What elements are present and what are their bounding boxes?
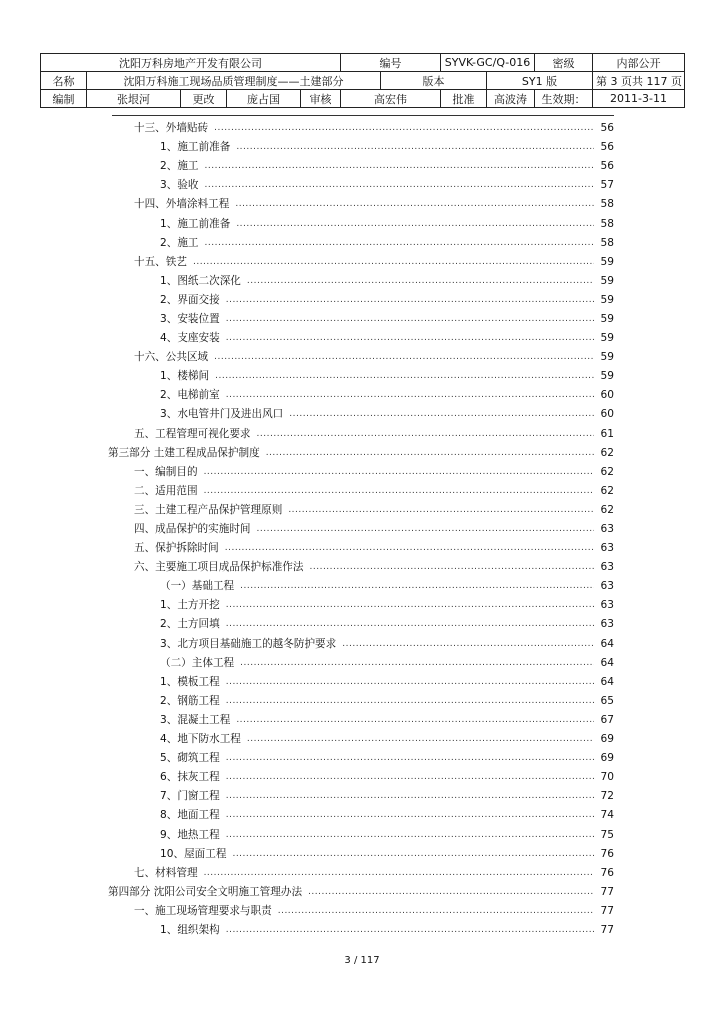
toc-entry-page: 70 [600,771,614,784]
toc-entry[interactable] [108,119,614,138]
toc-entry-title: 十四、外墙涂料工程 [134,198,230,211]
toc-leader-dots [193,253,594,272]
toc-entry-page: 56 [600,160,614,173]
toc-leader-dots [226,673,594,692]
toc-entry[interactable] [108,558,614,577]
toc-entry[interactable] [108,864,614,883]
toc-leader-dots [204,864,594,883]
toc-entry[interactable] [108,444,614,463]
toc-entry[interactable] [108,253,614,272]
effective-value: 2011-3-11 [593,90,685,108]
toc-leader-dots [204,482,594,501]
toc-entry-title: 三、土建工程产品保护管理原则 [134,503,283,516]
toc-leader-dots [226,291,594,310]
toc-entry[interactable] [108,520,614,539]
name-label: 名称 [41,72,87,90]
toc-entry-title: 6、抹灰工程 [160,771,220,784]
toc-entry[interactable] [108,711,614,730]
toc-entry-page: 77 [600,885,614,898]
toc-entry-title: 2、施工 [160,160,199,173]
author-value: 张垠河 [87,90,181,108]
toc-entry[interactable] [108,386,614,405]
toc-entry-page: 76 [600,866,614,879]
secret-value: 内部公开 [593,54,685,72]
toc-entry[interactable] [108,806,614,825]
toc-entry-page: 56 [600,122,614,135]
toc-entry-page: 64 [600,637,614,650]
change-label: 更改 [181,90,227,108]
toc-entry-title: 五、保护拆除时间 [134,542,219,555]
toc-entry-page: 58 [600,217,614,230]
toc-leader-dots [226,921,594,940]
document-header-table [40,53,685,108]
toc-entry[interactable] [108,883,614,902]
toc-entry-page: 75 [600,828,614,841]
toc-entry-title: 3、验收 [160,179,199,192]
toc-entry-page: 59 [600,312,614,325]
toc-leader-dots [205,234,594,253]
toc-entry-page: 63 [600,599,614,612]
toc-leader-dots [236,138,594,157]
toc-entry[interactable] [108,596,614,615]
page-info: 第 3 页共 117 页 [593,72,685,90]
version-value: SY1 版 [487,72,593,90]
toc-entry-title: 4、支座安装 [160,332,220,345]
toc-entry[interactable] [108,138,614,157]
toc-entry-page: 59 [600,255,614,268]
toc-entry-title: 3、混凝土工程 [160,713,231,726]
toc-entry[interactable] [108,176,614,195]
toc-entry-title: 第三部分 土建工程成品保护制度 [108,446,260,459]
toc-leader-dots [226,806,594,825]
toc-entry-title: 2、土方回填 [160,618,220,631]
toc-entry[interactable] [108,845,614,864]
toc-entry[interactable] [108,921,614,940]
toc-entry-page: 57 [600,179,614,192]
secret-label: 密级 [535,54,593,72]
toc-entry-title: 3、水电管井门及进出风口 [160,408,284,421]
toc-entry-title: 2、施工 [160,236,199,249]
toc-entry[interactable] [108,654,614,673]
toc-leader-dots [226,749,594,768]
toc-entry-title: （二）主体工程 [160,656,235,669]
code-label: 编号 [341,54,441,72]
toc-leader-dots [226,329,594,348]
toc-leader-dots [226,310,594,329]
toc-entry-page: 77 [600,904,614,917]
toc-entry-title: 9、地热工程 [160,828,220,841]
toc-entry-title: 8、地面工程 [160,809,220,822]
review-value: 高宏伟 [341,90,441,108]
toc-entry[interactable] [108,310,614,329]
toc-entry-title: 二、适用范围 [134,484,198,497]
toc-entry-title: 2、钢筋工程 [160,694,220,707]
toc-leader-dots [240,654,594,673]
approve-value: 高波涛 [487,90,535,108]
toc-entry-title: 7、门窗工程 [160,790,220,803]
toc-leader-dots [215,367,594,386]
toc-entry-page: 69 [600,733,614,746]
toc-entry-page: 63 [600,523,614,536]
toc-leader-dots [310,558,595,577]
toc-leader-dots [257,425,594,444]
toc-entry-title: 第四部分 沈阳公司安全文明施工管理办法 [108,885,303,898]
toc-entry-title: 一、编制目的 [134,465,198,478]
toc-leader-dots [289,405,594,424]
toc-leader-dots [226,787,594,806]
toc-entry[interactable] [108,214,614,233]
toc-entry-title: 5、砌筑工程 [160,752,220,765]
toc-entry-page: 67 [600,713,614,726]
toc-leader-dots [226,615,594,634]
toc-leader-dots [240,577,594,596]
toc-entry[interactable] [108,539,614,558]
toc-leader-dots [214,119,594,138]
toc-entry-title: 3、安装位置 [160,312,220,325]
toc-entry-title: 十六、公共区域 [134,351,209,364]
toc-entry-title: 一、施工现场管理要求与职责 [134,904,272,917]
toc-leader-dots [247,730,594,749]
toc-entry[interactable] [108,291,614,310]
toc-entry-title: 七、材料管理 [134,866,198,879]
toc-entry[interactable] [108,730,614,749]
toc-entry[interactable] [108,234,614,253]
approve-label: 批准 [441,90,487,108]
toc-entry-title: 五、工程管理可视化要求 [134,427,251,440]
toc-entry-page: 72 [600,790,614,803]
toc-entry-page: 62 [600,446,614,459]
toc-entry-title: 1、施工前准备 [160,141,231,154]
toc-entry-page: 61 [600,427,614,440]
toc-leader-dots [278,902,594,921]
toc-entry-page: 65 [600,694,614,707]
toc-leader-dots [226,826,594,845]
toc-entry-page: 59 [600,332,614,345]
toc-entry-title: 1、施工前准备 [160,217,231,230]
toc-entry[interactable] [108,348,614,367]
toc-entry[interactable] [108,787,614,806]
toc-entry-page: 59 [600,370,614,383]
toc-leader-dots [266,444,594,463]
toc-entry[interactable] [108,692,614,711]
toc-leader-dots [232,845,594,864]
toc-leader-dots [235,195,594,214]
toc-entry-page: 62 [600,484,614,497]
toc-leader-dots [257,520,594,539]
toc-entry-title: 1、模板工程 [160,675,220,688]
toc-leader-dots [226,768,594,787]
toc-entry-title: （一）基础工程 [160,580,235,593]
toc-leader-dots [247,272,594,291]
toc-leader-dots [205,176,594,195]
toc-entry-page: 62 [600,465,614,478]
header-divider [112,115,614,116]
toc-entry-title: 十三、外墙贴砖 [134,122,209,135]
table-of-contents [108,119,614,940]
toc-entry-page: 76 [600,847,614,860]
toc-entry-page: 63 [600,561,614,574]
version-label: 版本 [381,72,487,90]
toc-entry[interactable] [108,195,614,214]
toc-entry[interactable] [108,425,614,444]
toc-entry-title: 六、主要施工项目成品保护标准作法 [134,561,304,574]
toc-entry-page: 74 [600,809,614,822]
toc-entry[interactable] [108,157,614,176]
toc-leader-dots [308,883,594,902]
toc-entry[interactable] [108,482,614,501]
toc-leader-dots [236,711,594,730]
toc-entry-page: 56 [600,141,614,154]
toc-entry-page: 59 [600,293,614,306]
toc-entry[interactable] [108,635,614,654]
toc-leader-dots [226,386,594,405]
toc-leader-dots [225,539,594,558]
toc-entry-title: 1、土方开挖 [160,599,220,612]
toc-entry[interactable] [108,749,614,768]
toc-entry-page: 63 [600,618,614,631]
toc-entry[interactable] [108,405,614,424]
toc-entry-title: 1、组织架构 [160,923,220,936]
toc-entry[interactable] [108,615,614,634]
toc-entry-title: 四、成品保护的实施时间 [134,523,251,536]
name-value: 沈阳万科施工现场品质管理制度——土建部分 [87,72,381,90]
author-label: 编制 [41,90,87,108]
toc-entry-page: 59 [600,351,614,364]
toc-leader-dots [226,596,594,615]
toc-entry[interactable] [108,768,614,787]
review-label: 审核 [301,90,341,108]
toc-entry[interactable] [108,272,614,291]
toc-entry-page: 69 [600,752,614,765]
toc-entry[interactable] [108,825,614,844]
toc-leader-dots [342,635,594,654]
toc-entry-page: 60 [600,389,614,402]
toc-entry-title: 10、屋面工程 [160,847,227,860]
toc-entry-title: 2、电梯前室 [160,389,220,402]
toc-leader-dots [214,348,594,367]
toc-entry-page: 59 [600,274,614,287]
toc-entry-page: 77 [600,923,614,936]
toc-entry-page: 63 [600,542,614,555]
toc-leader-dots [204,463,594,482]
toc-entry-title: 1、楼梯间 [160,370,210,383]
toc-entry-page: 64 [600,675,614,688]
toc-entry[interactable] [108,463,614,482]
toc-entry-page: 63 [600,580,614,593]
toc-entry[interactable] [108,329,614,348]
change-value: 庞占国 [227,90,301,108]
toc-entry[interactable] [108,902,614,921]
toc-leader-dots [288,501,594,520]
toc-leader-dots [226,692,594,711]
toc-entry-page: 62 [600,503,614,516]
toc-entry-page: 64 [600,656,614,669]
toc-entry[interactable] [108,673,614,692]
effective-label: 生效期： [535,90,593,108]
toc-entry-title: 十五、铁艺 [134,255,187,268]
company-name: 沈阳万科房地产开发有限公司 [41,54,341,72]
toc-entry-title: 2、界面交接 [160,293,220,306]
toc-entry-title: 1、图纸二次深化 [160,274,241,287]
toc-entry[interactable] [108,501,614,520]
toc-entry-page: 60 [600,408,614,421]
toc-entry-page: 58 [600,198,614,211]
toc-leader-dots [205,157,594,176]
toc-entry[interactable] [108,577,614,596]
toc-leader-dots [236,215,594,234]
toc-entry-title: 3、北方项目基础施工的越冬防护要求 [160,637,337,650]
toc-entry[interactable] [108,367,614,386]
toc-entry-page: 58 [600,236,614,249]
toc-entry-title: 4、地下防水工程 [160,733,241,746]
page-number-footer: 3 / 117 [344,955,380,966]
code-value: SYVK-GC/Q-016 [441,54,535,72]
